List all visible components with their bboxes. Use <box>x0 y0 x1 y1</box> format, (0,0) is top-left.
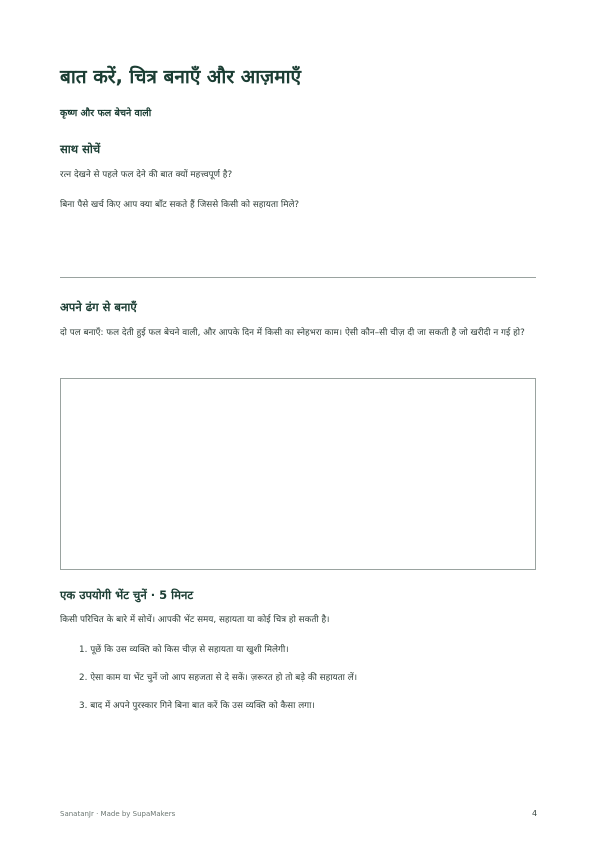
activity-intro: किसी परिचित के बारे में सोचें। आपकी भेंट समय, सहायता या कोई चित्र हो सकती है। <box>60 615 330 625</box>
draw-heading: अपने ढंग से बनाएँ <box>60 300 137 314</box>
think-question-1: रत्न देखने से पहले फल देने की बात क्यों महत्त्वपूर्ण है? <box>60 170 233 180</box>
page-number: 4 <box>532 809 538 818</box>
activity-steps <box>79 642 519 726</box>
activity-step: 2. ऐसा काम या भेंट चुनें जो आप सहजता से दे सकें। ज़रूरत हो तो बड़े की सहायता लें। <box>79 673 358 683</box>
story-subtitle: कृष्ण और फल बेचने वाली <box>60 108 152 119</box>
footer-credit: SanatanJr · Made by SupaMakers <box>60 810 176 818</box>
think-heading: साथ सोचें <box>60 142 101 156</box>
activity-step: 1. पूछें कि उस व्यक्ति को किस चीज़ से सहायता या खुशी मिलेगी। <box>79 645 289 655</box>
page-title: बात करें, चित्र बनाएँ और आज़माएँ <box>60 66 302 88</box>
section-divider <box>60 277 536 278</box>
activity-heading: एक उपयोगी भेंट चुनें · 5 मिनट <box>60 588 194 602</box>
drawing-box[interactable] <box>60 378 536 570</box>
think-question-2: बिना पैसे खर्च किए आप क्या बाँट सकते हैं जिससे किसी को सहायता मिले? <box>60 200 300 210</box>
draw-instruction: दो पल बनाएँ: फल देती हुई फल बेचने वाली, और आपके दिन में किसी का स्नेहभरा काम। ऐसी कौन–सी चीज़ दी जा सकती है जो खरीदी न गई हो? <box>60 328 525 338</box>
activity-step: 3. बाद में अपने पुरस्कार गिने बिना बात करें कि उस व्यक्ति को कैसा लगा। <box>79 701 315 711</box>
